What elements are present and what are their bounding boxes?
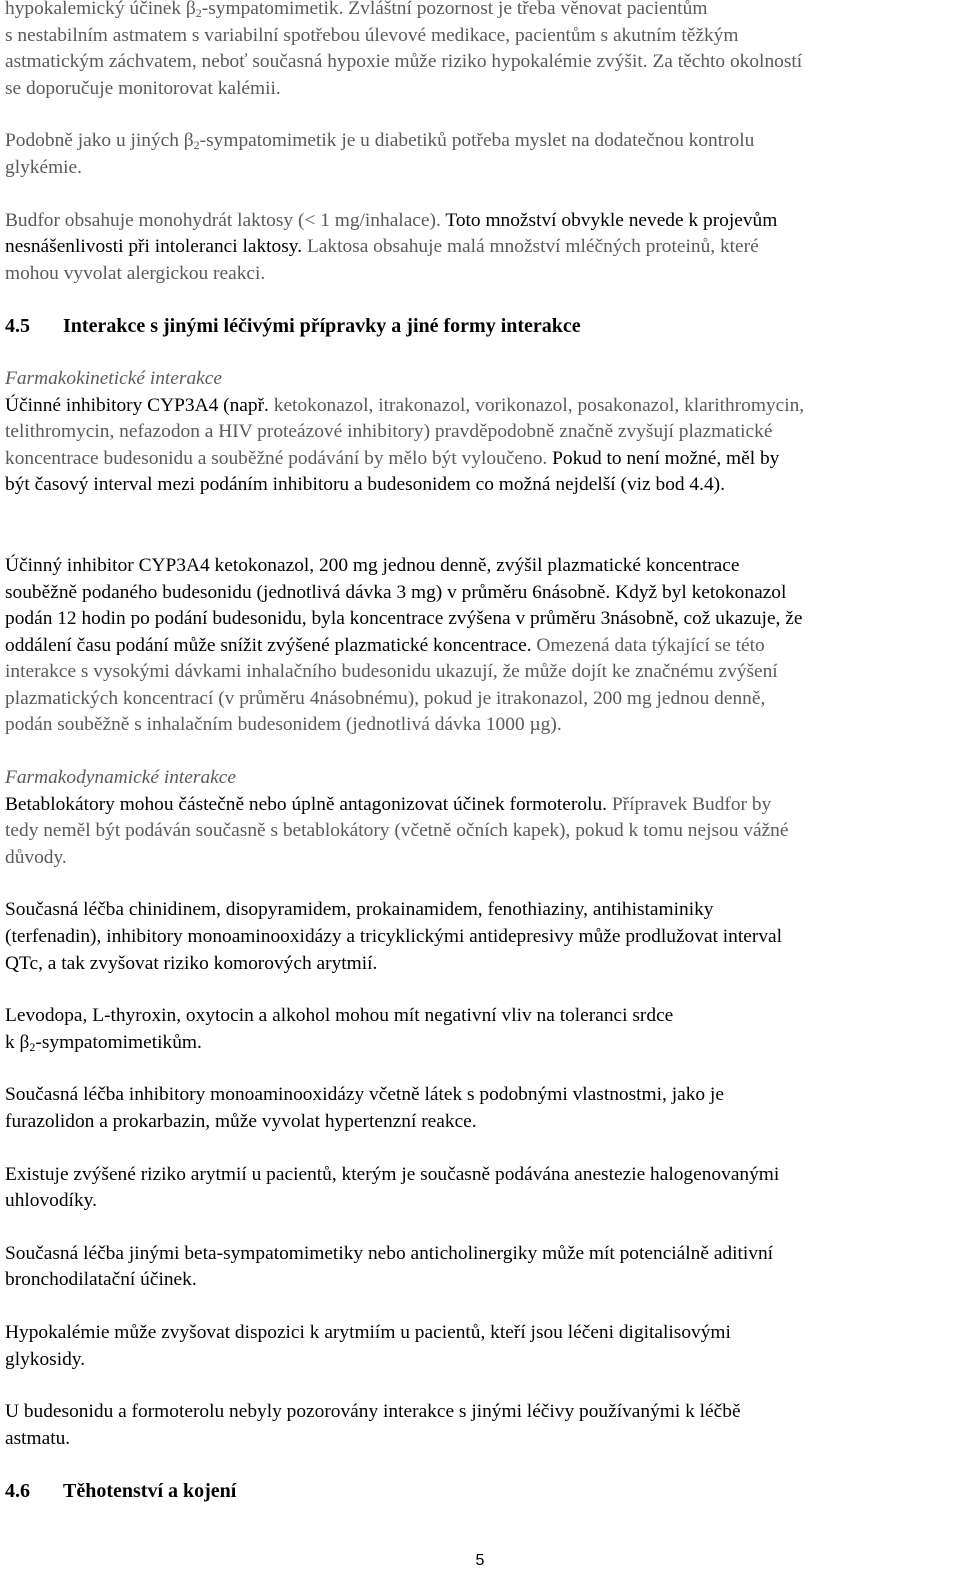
text-span: Toto množství obvykle nevede k projevům bbox=[440, 209, 778, 231]
subscript: 2 bbox=[29, 1039, 36, 1054]
paragraph-anesthesia bbox=[5, 1162, 955, 1215]
text-span: telithromycin, nefazodon a HIV proteázové inhibitory) pravděpodobně značně zvyšují plazmatické bbox=[5, 421, 773, 443]
paragraph-diabetes bbox=[5, 128, 955, 181]
text-span: oddálení času podání může snížit zvýšené plazmatické koncentrace. bbox=[5, 634, 532, 656]
paragraph-hypokalemia-digitalis bbox=[5, 1320, 955, 1373]
text-span: Existuje zvýšené riziko arytmií u pacientů, kterým je současně podávána anestezie halogenovanými bbox=[5, 1163, 780, 1185]
paragraph-qtc bbox=[5, 897, 955, 977]
section-title: Interakce s jinými léčivými přípravky a jiné formy interakce bbox=[63, 315, 581, 338]
section-number: 4.6 bbox=[5, 1480, 30, 1503]
section-number: 4.5 bbox=[5, 315, 30, 338]
section-heading-4-5 bbox=[5, 313, 955, 340]
paragraph-no-interactions bbox=[5, 1399, 955, 1452]
text-span: Zvláštní pozornost je třeba věnovat pacientům bbox=[343, 0, 708, 19]
text-span: Omezená data týkající se této bbox=[531, 634, 765, 656]
document-page bbox=[5, 0, 955, 1505]
text-span: uhlovodíky. bbox=[5, 1190, 97, 1212]
text-span: nesnášenlivosti při intoleranci laktosy. bbox=[5, 236, 303, 258]
text-span: důvody. bbox=[5, 846, 67, 868]
text-span: Podobně jako u jiných β bbox=[5, 130, 194, 152]
text-span: Betablokátory mohou částečně nebo úplně antagonizovat účinek formoterolu. bbox=[5, 793, 607, 815]
text-span: Účinný inhibitor CYP3A4 ketokonazol, 200 mg jednou denně, zvýšil plazmatické koncentrace bbox=[5, 554, 740, 576]
paragraph-hypokalemia bbox=[5, 0, 955, 102]
paragraph-lactose bbox=[5, 208, 955, 288]
text-span: k β bbox=[5, 1031, 30, 1053]
subscript: 2 bbox=[195, 6, 202, 20]
text-span: Pokud to není možné, měl by bbox=[547, 447, 780, 469]
paragraph-beta-sympathomimetics bbox=[5, 1241, 955, 1294]
subscript: 2 bbox=[193, 138, 200, 153]
text-span: glykémie. bbox=[5, 156, 83, 178]
subheading-pharmacokinetic: Farmakokinetické interakce bbox=[5, 367, 222, 389]
text-span: Laktosa obsahuje malá množství mléčných proteinů, které bbox=[302, 236, 759, 258]
text-span: podán souběžně s inhalačním budesonidem (jednotlivá dávka 1000 µg). bbox=[5, 714, 562, 736]
text-span: Současná léčba inhibitory monoaminooxidázy včetně látek s podobnými vlastnostmi, jako je bbox=[5, 1084, 724, 1106]
text-span: tedy neměl být podáván současně s betablokátory (včetně očních kapek), pokud k tomu nejsou vážné bbox=[5, 820, 789, 842]
text-span: Účinné inhibitory CYP3A4 (např. bbox=[5, 394, 269, 416]
text-span: Hypokalémie může zvyšovat dispozici k arytmiím u pacientů, kteří jsou léčeni digitalisovými bbox=[5, 1321, 731, 1343]
text-span: mohou vyvolat alergickou reakci. bbox=[5, 262, 266, 284]
text-span: interakce s vysokými dávkami inhalačního budesonidu ukazují, že může dojít ke značnému zvýšení bbox=[5, 661, 778, 683]
paragraph-mao-inhibitors bbox=[5, 1082, 955, 1135]
text-span: astmatu. bbox=[5, 1427, 71, 1449]
text-span: QTc, a tak zvyšovat riziko komorových arytmií. bbox=[5, 952, 378, 974]
text-span: Současná léčba jinými beta-sympatomimetiky nebo anticholinergiky může mít potenciálně aditivní bbox=[5, 1242, 774, 1264]
text-span: bronchodilatační účinek. bbox=[5, 1269, 197, 1291]
text-span: Budfor obsahuje monohydrát laktosy (< 1 mg/inhalace). bbox=[5, 209, 441, 231]
text-span: Přípravek Budfor by bbox=[607, 793, 772, 815]
text-span: podán 12 hodin po podání budesonidu, byla koncentrace zvýšena v průměru 3násobně, což ukazuje, že bbox=[5, 608, 803, 630]
paragraph-ketoconazole bbox=[5, 553, 955, 739]
text-span: -sympatomimetikům. bbox=[35, 1031, 202, 1053]
text-span: furazolidon a prokarbazin, může vyvolat hypertenzní reakce. bbox=[5, 1111, 477, 1132]
section-heading-4-6 bbox=[5, 1478, 955, 1505]
text-span: ketokonazol, itrakonazol, vorikonazol, posakonazol, klarithromycin, bbox=[268, 394, 805, 416]
text-span: glykosidy. bbox=[5, 1348, 86, 1370]
text-span: astmatickým záchvatem, neboť současná hypoxie může riziko hypokalémie zvýšit. bbox=[5, 51, 648, 73]
page-number: 5 bbox=[475, 1552, 485, 1569]
text-span: se doporučuje monitorovat kalémii. bbox=[5, 77, 281, 99]
text-span: Současná léčba chinidinem, disopyramidem, prokainamidem, fenothiaziny, antihistaminiky bbox=[5, 899, 714, 921]
text-span: (terfenadin), inhibitory monoaminooxidázy a tricyklickými antidepresivy může prodlužovat interval bbox=[5, 926, 783, 948]
paragraph-betablockers bbox=[5, 792, 955, 872]
paragraph-cyp3a4-inhibitors bbox=[5, 393, 955, 499]
text-span: U budesonidu a formoterolu nebyly pozorovány interakce s jinými léčivy používanými k léčbě bbox=[5, 1401, 741, 1423]
text-span: -sympatomimetik je u diabetiků potřeba myslet na dodatečnou kontrolu bbox=[199, 130, 755, 152]
text-span: plazmatických koncentrací (v průměru 4násobnému), pokud je itrakonazol, 200 mg jednou denně, bbox=[5, 687, 766, 709]
section-title: Těhotenství a kojení bbox=[63, 1480, 237, 1503]
text-span: koncentrace budesonidu a souběžné podávání by mělo být vyloučeno. bbox=[5, 447, 548, 469]
paragraph-levodopa bbox=[5, 1003, 955, 1056]
text-span: Když byl ketokonazol bbox=[610, 581, 787, 603]
text-span: souběžně podaného budesonidu (jednotlivá dávka 3 mg) v průměru 6násobně. bbox=[5, 581, 611, 603]
text-span: být časový interval mezi podáním inhibitoru a budesonidem co možná nejdelší (viz bod 4.4). bbox=[5, 474, 725, 496]
text-span: s nestabilním astmatem s variabilní spotřebou úlevové medikace, pacientům s akutním těžkým bbox=[5, 24, 739, 46]
text-span: hypokalemický účinek β bbox=[5, 0, 196, 19]
text-span: -sympatomimetik. bbox=[201, 0, 344, 19]
subheading-pharmacodynamic: Farmakodynamické interakce bbox=[5, 767, 236, 789]
text-span: Za těchto okolností bbox=[647, 51, 803, 73]
text-span: Levodopa, L-thyroxin, oxytocin a alkohol mohou mít negativní vliv na toleranci srdce bbox=[5, 1005, 674, 1027]
